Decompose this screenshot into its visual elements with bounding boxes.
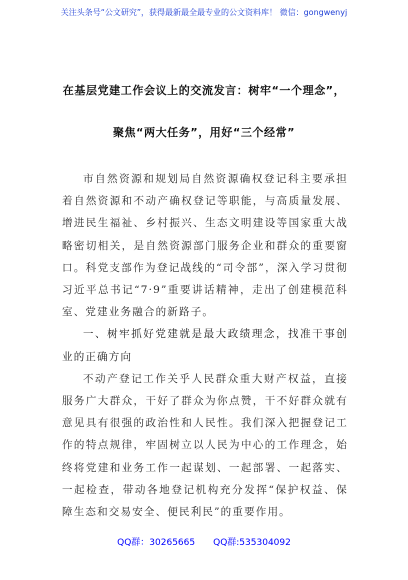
- document-body: [62, 168, 348, 523]
- document-title-line-1: 在基层党建工作会议上的交流发言：树牢“一个理念”，: [62, 84, 346, 97]
- footer-qq-group-2: QQ群:535304092: [213, 538, 291, 548]
- section-heading-1: 一、树牢抓好党建就是最大政绩理念，找准干事创业的正确方向: [62, 328, 348, 363]
- body-paragraph-section-1: 不动产登记工作关乎人民群众重大财产权益，直接服务广大群众，干好了群众为你点赞，干不好群众就有意见具有很强的政治性和人民性。我们深入把握登记工作的特点规律，牢固树立以人民为中心的工作理念，始终将党建和业务工作一起谋划、一起部署、一起落实、一起检查，带动各地登记机构充分发挥“保护权益、保障生态和交易安全、便民利民”的重要作用。: [62, 372, 348, 519]
- body-paragraph-intro: 市自然资源和规划局自然资源确权登记科主要承担着自然资源和不动产确权登记等职能，与高质量发展、增进民生福祉、乡村振兴、生态文明建设等国家重大战略密切相关，是自然资源部门服务企业和群众的重要窗口。科党支部作为登记战线的“司令部”，深入学习贯彻习近平总书记“7·9”重要讲话精神，走出了创建模范科室、党建业务融合的新路子。: [62, 173, 348, 319]
- footer-qq-groups: [0, 536, 408, 550]
- document-title-line-2: 聚焦“两大任务”，用好“三个经常”: [112, 126, 296, 139]
- header-promo-label: 关注头条号“公文研究”，获得最新最全最专业的公文资料库！ 微信：gongwenyj: [60, 8, 348, 17]
- footer-qq-group-1: QQ群：30265665: [117, 538, 196, 548]
- header-promo-text: [0, 4, 408, 22]
